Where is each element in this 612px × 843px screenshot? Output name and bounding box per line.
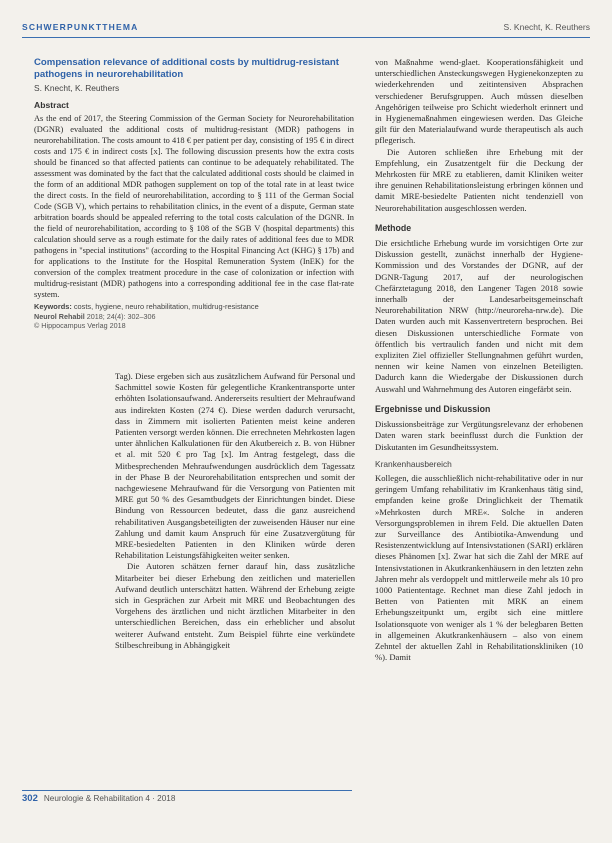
paragraph: Die Autoren schließen ihre Erhebung mit der Empfehlung, ein Zusatzentgelt für die Deckung der Mehrkosten für MRE zu etablieren, damit Kliniken weiter ihre genuinen Rehabilitationsleistung erbringen können und damit MRE-besiedelte Patienten nicht tendenziell von Neurorehabilitation ausgeschlossen werden. — [375, 146, 583, 213]
keywords-label: Keywords: — [34, 301, 72, 311]
article-authors: S. Knecht, K. Reuthers — [34, 83, 120, 94]
paragraph: Die Autoren schätzen ferner darauf hin, dass zusätzliche Mitarbeiter bei dieser Erhebung den zeitlichen und materiellen Aufwand deutlich unterschätzt hatten. Während der Erhebung zeigte sich in Gesprächen zur Arbeit mit MRE und Beobachtungen des Vorgehens des ärztlichen und nicht ärztlichen Mitarbeiter in den unterschiedlichen Bereichen, dass ein erheblicher und absolut weiterer Aufwand entsteht. Zum Beispiel führte eine verkündete Stilbeschreibung in Abhängigkeit — [115, 561, 355, 650]
methods-text: Die ersichtliche Erhebung wurde im vorsichtigen Orte zur Diskussion gestellt, zunächst innerhalb der Hygiene-Kommission und des Vorstandes der DGNR, auf der DGNR-Tagung 2017, auf der neurologischen Chefärztetagung 2018, den Langener Tagen 2018 sowie innerhalb der Landesarbeitsgemeinschaft Neurorehabilitation NRW (http://neuroreha-nrw.de). Die Daten wurden auch mit Kassenvertretern besprochen. Bei diesen Diskussionen unterschiedliche Formate von öffentlich bis vertraulich fanden und nicht mit dem expliziten Ziel offizieller Stellungnahmen geführt wurden, nennen wir keine Namen von einzelnen Beteiligten. Dadurch kann die Wiedergabe der Diskussionen durch Auswahl und Wahrnehmung des Autoren eingefärbt sein. — [375, 238, 583, 394]
abstract-column — [34, 57, 354, 330]
methods-heading: Methode — [375, 222, 412, 233]
abstract — [34, 113, 354, 300]
article-title: Compensation relevance of additional costs by multidrug-resistant pathogens in neurorehabilitation — [34, 57, 339, 80]
body-left-column — [115, 371, 355, 651]
section-label: SCHWERPUNKTTHEMA — [22, 22, 139, 32]
keywords: costs, hygiene, neuro rehabilitation, multidrug-resistance — [73, 301, 259, 311]
header-authors: S. Knecht, K. Reuthers — [503, 22, 590, 32]
journal-citation-value: 2018; 24(4): 302–306 — [86, 311, 156, 321]
abstract-heading: Abstract — [34, 100, 69, 111]
body-right-column — [375, 57, 583, 663]
running-header — [22, 22, 590, 38]
copyright: © Hippocampus Verlag 2018 — [34, 321, 126, 330]
journal-name: Neurologie & Rehabilitation 4 · 2018 — [43, 794, 176, 803]
subsection-heading: Krankenhausbereich — [375, 458, 452, 469]
results-text-2: Kollegen, die ausschließlich nicht-rehabilitative oder in nur geringem Umfang rehabilitativ im Krankenhaus tätig sind, empfanden keine große Dringlichkeit der Thematik »Mehrkosten durch MRE«. Solche in anderen Versorgungsproblemen in ihrem Feld. Die aktuellen Daten zur Surveillance des Antibiotika-Anwendung und Resistenzentwicklung auf Intensivstationen (SARI) erklären dieses Phänomen [x]. Zwar hat sich die Zahl der MRE auf Intensivstationen in Akutkrankenhäusern in den letzten zehn Jahren mehr als verdoppelt und mittlerweile mehr als 10 pro 1000 Patiententage. Rechnet man diese Zahl jedoch in Betten von Patienten mit MRK an einem Erhebungszeitpunkt um, ergibt sich eine mittlere Isolationsquote von weniger als 1 % der belegbaren Betten in allgemeinen Akutkrankenhäusern – also von einem Zehntel der aktuellen Zahl in Rehabilitationskliniken (10 %). Damit — [375, 472, 583, 663]
results-text: Diskussionsbeiträge zur Vergütungsrelevanz der erhobenen Daten waren stark beeinflusst durch die Funktion der Diskutanten im Gesundheitssystem. — [375, 419, 583, 452]
journal-citation — [34, 312, 354, 321]
keywords-line — [34, 302, 354, 312]
page-footer — [22, 790, 352, 804]
results-heading: Ergebnisse und Diskussion — [375, 403, 491, 414]
paragraph: Tag). Diese ergeben sich aus zusätzlichem Aufwand für Personal und Sachmittel sowie Kosten für gelegentliche Krankentransporte unter erhöhten Isolationsaufwand. Andererseits resultiert der Mehraufwand aus indirekten Kosten (274 €). Diese werden dadurch verursacht, dass in Zimmern mit isolierten Patienten meist keine anderen Patienten versorgt werden können. Die errechneten Mehrkosten lagen unter ähnlichen Kalkulationen für den Akutbereich z. B. von Hübner et al. mit 520 € pro Tag [x]. Im Antrag festgelegt, dass die Mitbesprechenden Mehraufwendungen ausdrücklich dem Tagessatz in der Phase B der Neurorehabilitation entsprechen und somit der nachgewiesene Mehraufwand für die Versorgung von Patienten mit MRE gut 50 % des Gesamtbudgets der Einrichtungen bindet. Diese Bindung von Ressourcen bedeutet, dass die ganz ausreichend rehabilitativen Ausgangsbeteiligten der zuweisenden Häuser nur eine Zahlung und damit kaum Anspruch für eine Zusatzvergütung für MRE-besiedelten Patienten in den Kliniken würde deren Rehabilitation Leistungsfähigkeiten weiter senken. — [115, 371, 355, 561]
abstract-text: As the end of 2017, the Steering Commission of the German Society for Neurorehabilitation (DGNR) evaluated the additional costs of multidrug-resistant (MDR) pathogens in neurorehabilitation. The costs amount to 418 € per patient per day, consisting of 195 € in direct costs and 175 € in indirect costs [x]. The following discussion presents how the extra costs should be financed so that affected patients can continue to be adequately rehabilitated. The assessment was dominated by the fact that the calculated additional costs should be claimed in the form of an additional MDR pathogen supplement on top of the total rate in at least twice the direct costs. In the field of neurorehabilitation, according to § 111 of the German Social Code (SGB V), which pertains to rehabilitation clinics, in the event of a dispute, German state arbitration boards should be appealed referring to the total costs calculation of the DGNR. In the field of neurorehabilitation, according to § 108 of the SGB V (hospital departments) this calculation should serve as a rough estimate for the daily rates of additional fees due to MDR pathogens in "special institutions" (according to the Hospital Financing Act (KHG) § 17b) and for applications to the Institute for the Hospital Remuneration System (InEK) for the conversion of the complex treatment procedure in the case of colonization or infection with multidrug-resistant (MDR) pathogens into a corresponding additional fee in the case flat-rate system. — [34, 113, 354, 299]
paragraph: von Maßnahme wend-glaet. Kooperationsfähigkeit und unterschiedlichen Ansteckungswegen Hygienekonzepten zu wiederkehrenden und zeitintensiven Absprachen verschiedener Berufsgruppen. Auch müssen dieselben Angehörigen teilweise pro Schicht wiederholt erinnert und in Hygienemaßnahmen eingewiesen werden. Das Gleiche gilt für den Materialaufwand wurde therapeutisch als auch pflegerisch. — [375, 57, 583, 146]
journal-citation-label: Neurol Rehabil — [34, 311, 85, 321]
page-number: 302 — [22, 793, 38, 804]
